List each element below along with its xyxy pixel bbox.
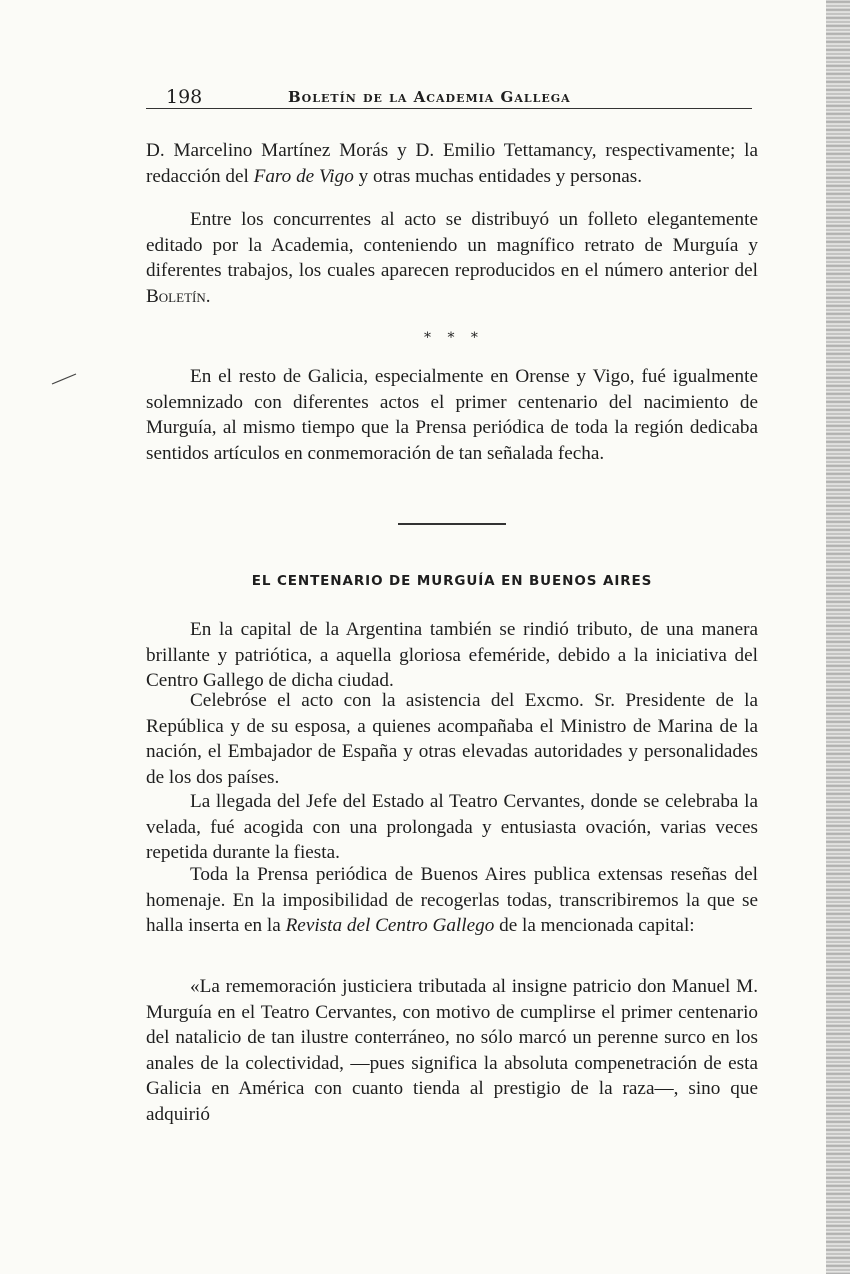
page-header — [162, 84, 752, 110]
boletin-ref: Boletín — [146, 285, 206, 307]
page-number: 198 — [166, 86, 203, 108]
paragraph-galicia: En el resto de Galicia, especialmente en Orense y Vigo, fué igualmente solemnizado con diferentes actos el primer centenario del nacimiento de Murguía, al mismo tiempo que la Prensa periódica de toda la región dedicaba sentidos artículos en conmemoración de tan señalada fecha. — [146, 366, 758, 464]
paragraph-quotation: «La rememoración justiciera tributada al insigne patricio don Manuel M. Murguía en el Teatro Cervantes, con motivo de cumplirse el primer centenario del natalicio de tan ilustre conterráneo, no sólo marcó un perenne surco en los anales de la colectividad, —pues significa la absoluta compenetración de esta Galicia en América con cuanto tienda al prestigio de la raza—, sino que adquirió — [146, 976, 758, 1125]
asterism-divider: * * * — [424, 330, 484, 346]
paragraph-booklet: Entre los concurrentes al acto se distribuyó un folleto elegantemente editado por la Academia, conteniendo un magnífico retrato de Murguía y diferentes trabajos, los cuales aparecen reproducidos en el número anterior del Boletín. — [146, 209, 758, 307]
paragraph-ceremony: Celebróse el acto con la asistencia del Excmo. Sr. Presidente de la República y de su esposa, a quienes acompañaba el Ministro de Marina de la nación, el Embajador de España y otras elevadas autoridades y personalidades de los dos países. — [146, 690, 758, 788]
newspaper-title: Faro de Vigo — [253, 165, 354, 187]
header-rule — [146, 108, 752, 109]
margin-mark-icon — [50, 372, 78, 386]
book-edge — [826, 0, 850, 1274]
section-separator — [398, 523, 506, 525]
magazine-title: Revista del Centro Gallego — [285, 915, 495, 936]
section-title: EL CENTENARIO DE MURGUÍA EN BUENOS AIRES — [251, 573, 653, 589]
paragraph-press: Toda la Prensa periódica de Buenos Aires publica extensas reseñas del homenaje. En la imposibilidad de recogerlas todas, transcribiremos la que se halla inserta en la Revista del Centro Gallego de la mencionada capital: — [146, 864, 758, 936]
paragraph-arrival: La llegada del Jefe del Estado al Teatro Cervantes, donde se celebraba la velada, fué acogida con una prolongada y entusiasta ovación, varias veces repetida durante la fiesta. — [146, 791, 758, 863]
running-title: Boletín de la Academia Gallega — [288, 88, 571, 106]
paragraph-continuation: D. Marcelino Martínez Morás y D. Emilio Tettamancy, respectivamente; la redacción del Faro de Vigo y otras muchas entidades y personas. — [146, 140, 758, 187]
paragraph-argentina: En la capital de la Argentina también se rindió tributo, de una manera brillante y patriótica, a aquella gloriosa efeméride, debido a la iniciativa del Centro Gallego de dicha ciudad. — [146, 619, 758, 691]
